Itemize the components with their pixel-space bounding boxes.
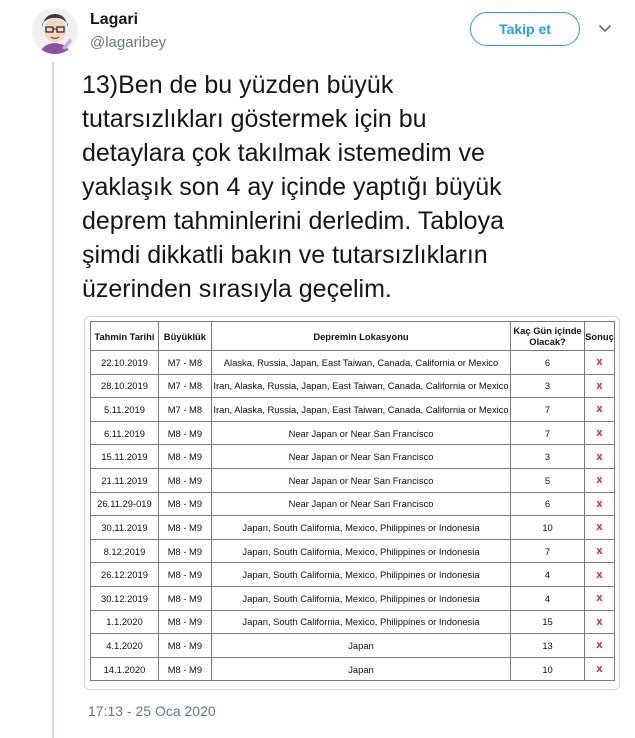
table-cell: 8.12.2019	[91, 539, 159, 563]
result-cross-icon: x	[584, 657, 614, 681]
table-cell: M8 - M9	[158, 445, 211, 469]
tweet-text	[82, 68, 602, 306]
table-row	[91, 468, 615, 492]
table-cell: M8 - M9	[158, 657, 211, 681]
table-cell: Near Japan or Near San Francisco	[211, 468, 510, 492]
table-row	[91, 421, 615, 445]
table-cell: Iran, Alaska, Russia, Japan, East Taiwan, Canada, California or Mexico	[211, 398, 510, 422]
table-cell: M7 - M8	[158, 398, 211, 422]
table-row	[91, 634, 615, 658]
tweet-text-line: detaylara çok takılmak istemedim ve	[82, 139, 485, 167]
table-cell: M8 - M9	[158, 610, 211, 634]
user-name[interactable]: Lagari	[90, 11, 139, 28]
table-cell: 5	[511, 468, 585, 492]
table-header-cell: Büyüklük	[158, 322, 211, 351]
table-cell: Near Japan or Near San Francisco	[211, 421, 510, 445]
table-cell: 22.10.2019	[91, 351, 159, 375]
table-cell: 7	[511, 398, 585, 422]
table-cell: 26.12.2019	[91, 563, 159, 587]
table-cell: 6	[511, 492, 585, 516]
table-cell: M8 - M9	[158, 468, 211, 492]
result-cross-icon: x	[584, 539, 614, 563]
table-row	[91, 516, 615, 540]
table-cell: 7	[511, 539, 585, 563]
table-cell: 6.11.2019	[91, 421, 159, 445]
avatar[interactable]	[32, 8, 78, 54]
table-cell: Japan, South California, Mexico, Philippines or Indonesia	[211, 539, 510, 563]
table-cell: M7 - M8	[158, 374, 211, 398]
result-cross-icon: x	[584, 563, 614, 587]
result-cross-icon: x	[584, 468, 614, 492]
table-cell: 30.12.2019	[91, 586, 159, 610]
table-row	[91, 398, 615, 422]
table-cell: 1.1.2020	[91, 610, 159, 634]
table-body	[91, 351, 615, 681]
result-cross-icon: x	[584, 516, 614, 540]
table-row	[91, 445, 615, 469]
result-cross-icon: x	[584, 374, 614, 398]
table-cell: 15	[511, 610, 585, 634]
table-cell: Japan, South California, Mexico, Philippines or Indonesia	[211, 563, 510, 587]
table-row	[91, 351, 615, 375]
tweet-text-line: deprem tahminlerini derledim. Tabloya	[82, 207, 504, 235]
table-header-cell: Kaç Gün içinde Olacak?	[511, 322, 585, 351]
table-header-row	[91, 322, 615, 351]
tweet-timestamp[interactable]: 17:13 - 25 Oca 2020	[88, 703, 216, 719]
tweet-text-line: 13)Ben de bu yüzden büyük	[82, 71, 394, 99]
table-row	[91, 492, 615, 516]
table-header-cell: Tahmin Tarihi	[91, 322, 159, 351]
table-cell: Japan	[211, 657, 510, 681]
tweet-text-line: üzerinden sırasıyla geçelim.	[82, 275, 392, 303]
tweet-image[interactable]	[84, 316, 620, 690]
table-cell: 21.11.2019	[91, 468, 159, 492]
table-row	[91, 563, 615, 587]
result-cross-icon: x	[584, 634, 614, 658]
table-cell: 10	[511, 516, 585, 540]
tweet-text-line: yaklaşık son 4 ay içinde yaptığı büyük	[82, 173, 502, 201]
table-row	[91, 610, 615, 634]
table-cell: 5.11.2019	[91, 398, 159, 422]
result-cross-icon: x	[584, 398, 614, 422]
table-cell: 3	[511, 374, 585, 398]
table-cell: 10	[511, 657, 585, 681]
table-cell: 30.11.2019	[91, 516, 159, 540]
avatar-cartoon-icon	[32, 8, 78, 54]
table-cell: Near Japan or Near San Francisco	[211, 492, 510, 516]
tweet-text-line: tutarsızlıkları göstermek için bu	[82, 105, 427, 133]
table-cell: Japan, South California, Mexico, Philippines or Indonesia	[211, 586, 510, 610]
table-cell: Japan	[211, 634, 510, 658]
result-cross-icon: x	[584, 421, 614, 445]
table-cell: 13	[511, 634, 585, 658]
table-cell: 7	[511, 421, 585, 445]
result-cross-icon: x	[584, 351, 614, 375]
chevron-down-icon[interactable]	[596, 20, 614, 38]
table-cell: M8 - M9	[158, 586, 211, 610]
table-cell: M8 - M9	[158, 563, 211, 587]
table-cell: Iran, Alaska, Russia, Japan, East Taiwan, Canada, California or Mexico	[211, 374, 510, 398]
result-cross-icon: x	[584, 586, 614, 610]
table-header-cell: Sonuç	[584, 322, 614, 351]
table-cell: M8 - M9	[158, 539, 211, 563]
table-cell: Japan, South California, Mexico, Philippines or Indonesia	[211, 516, 510, 540]
table-header-cell: Depremin Lokasyonu	[211, 322, 510, 351]
table-cell: M8 - M9	[158, 492, 211, 516]
table-cell: 14.1.2020	[91, 657, 159, 681]
table-cell: M8 - M9	[158, 421, 211, 445]
table-cell: 15.11.2019	[91, 445, 159, 469]
table-cell: 4	[511, 563, 585, 587]
table-cell: Near Japan or Near San Francisco	[211, 445, 510, 469]
table-row	[91, 539, 615, 563]
table-cell: 6	[511, 351, 585, 375]
table-cell: M7 - M8	[158, 351, 211, 375]
table-cell: 3	[511, 445, 585, 469]
tweet-text-line: şimdi dikkatli bakın ve tutarsızlıkların	[82, 241, 488, 269]
table-cell: 4.1.2020	[91, 634, 159, 658]
result-cross-icon: x	[584, 610, 614, 634]
table-row	[91, 586, 615, 610]
table-cell: M8 - M9	[158, 634, 211, 658]
table-row	[91, 374, 615, 398]
table-cell: Alaska, Russia, Japan, East Taiwan, Canada, California or Mexico	[211, 351, 510, 375]
table-cell: 26.11.29-019	[91, 492, 159, 516]
table-cell: 4	[511, 586, 585, 610]
table-cell: 28.10.2019	[91, 374, 159, 398]
thread-line	[52, 62, 54, 738]
user-handle[interactable]: @lagaribey	[90, 34, 167, 51]
table-row	[91, 657, 615, 681]
table-cell: M8 - M9	[158, 516, 211, 540]
result-cross-icon: x	[584, 492, 614, 516]
table-cell: Japan, South California, Mexico, Philippines or Indonesia	[211, 610, 510, 634]
result-cross-icon: x	[584, 445, 614, 469]
earthquake-table	[90, 321, 615, 681]
follow-button[interactable]: Takip et	[470, 12, 580, 46]
